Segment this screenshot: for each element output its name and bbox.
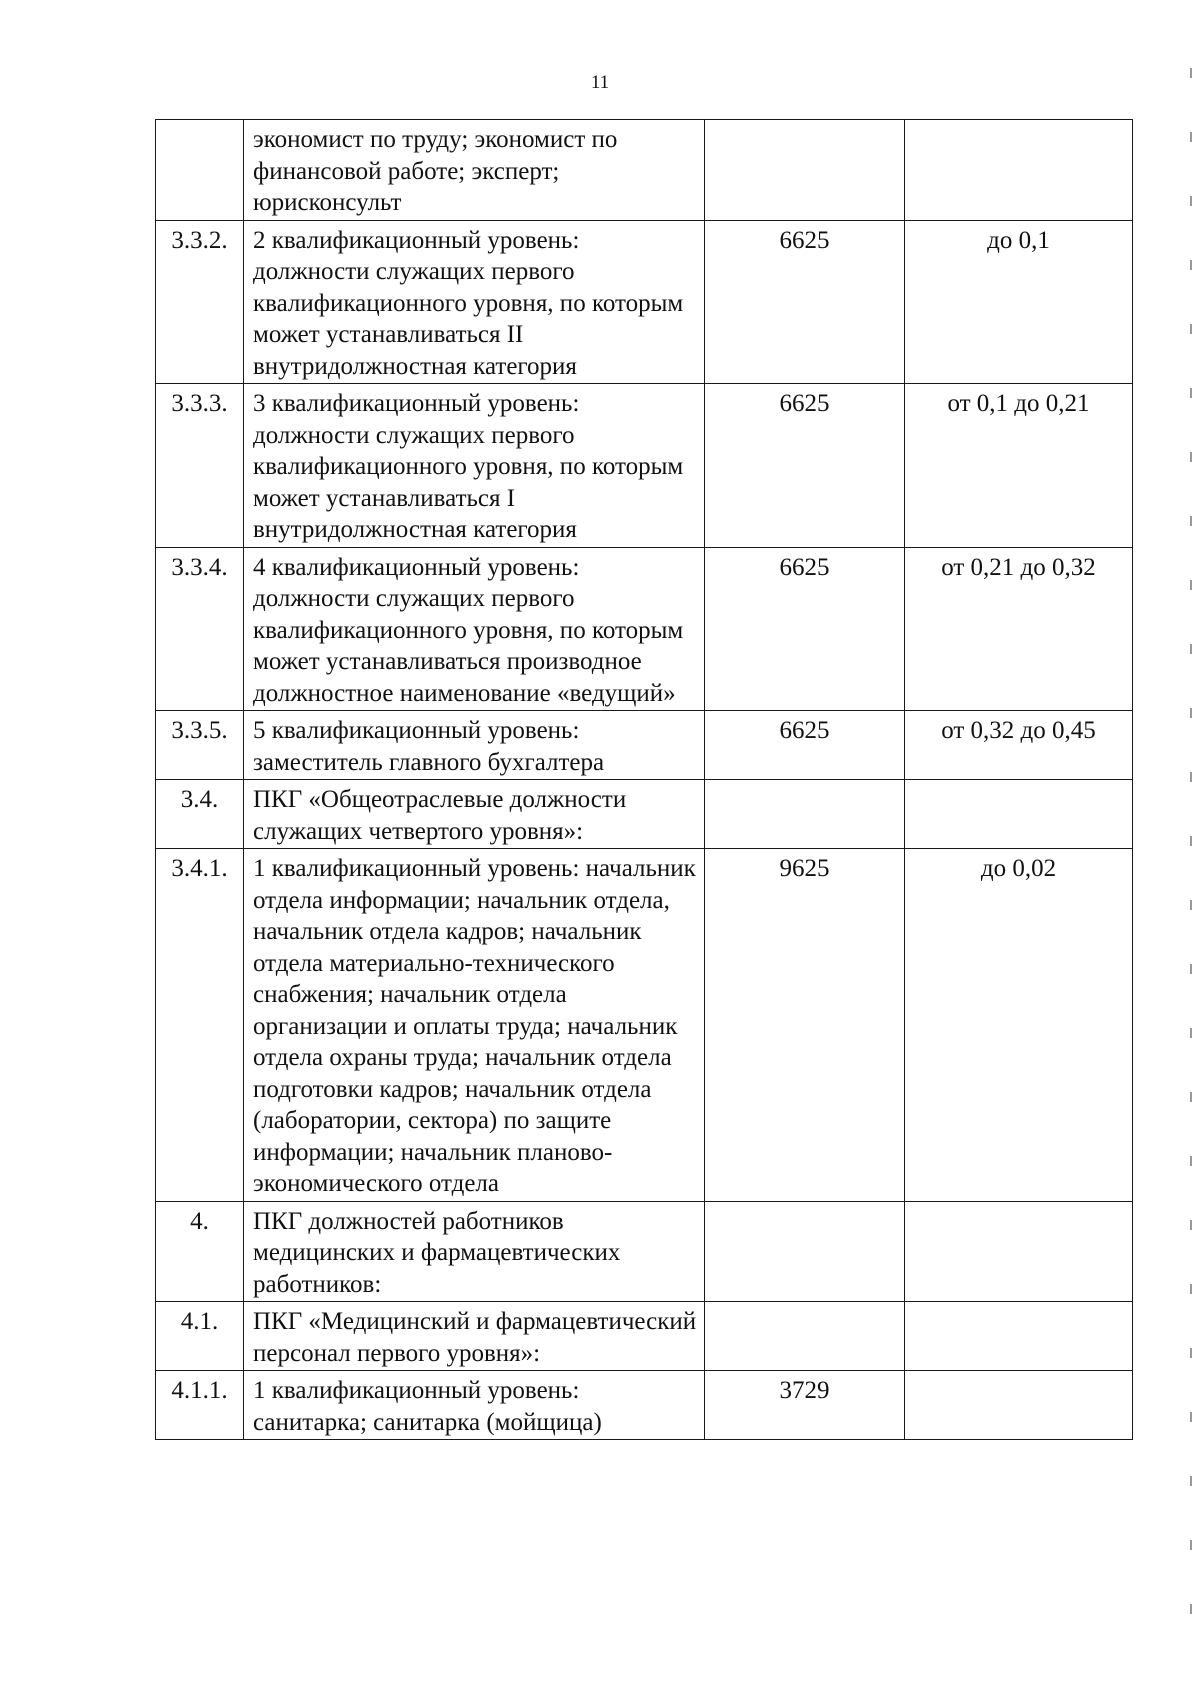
base-salary-cell: 6625 xyxy=(705,384,905,548)
coefficient-cell: до 0,1 xyxy=(905,220,1133,384)
page-number: 11 xyxy=(590,72,610,93)
position-description-cell: 1 квалификационный уровень: санитарка; санитарка (мойщица) xyxy=(244,1371,705,1440)
table-row xyxy=(156,1371,1133,1440)
table-row xyxy=(156,220,1133,384)
base-salary-cell: 6625 xyxy=(705,547,905,711)
table-row xyxy=(156,384,1133,548)
coefficient-cell xyxy=(905,780,1133,849)
row-number-cell: 4.1.1. xyxy=(156,1371,244,1440)
position-description-cell: 1 квалификационный уровень: начальник отдела информации; начальник отдела, начальник отдела кадров; начальник отдела материально-технического снабжения; начальник отдела организации и оплаты труда; начальник отдела охраны труда; начальник отдела подготовки кадров; начальник отдела (лаборатории, сектора) по защите информации; начальник планово-экономического отдела xyxy=(244,849,705,1202)
table-row xyxy=(156,1302,1133,1371)
row-number-cell: 3.3.5. xyxy=(156,711,244,780)
table-row xyxy=(156,120,1133,221)
row-number-cell: 3.3.3. xyxy=(156,384,244,548)
base-salary-cell: 3729 xyxy=(705,1371,905,1440)
position-description-cell: 4 квалификационный уровень: должности служащих первого квалификационного уровня, по которым может устанавливаться производное должностное наименование «ведущий» xyxy=(244,547,705,711)
base-salary-cell xyxy=(705,1201,905,1302)
table-row xyxy=(156,547,1133,711)
position-description-cell: 5 квалификационный уровень: заместитель главного бухгалтера xyxy=(244,711,705,780)
table-row xyxy=(156,711,1133,780)
position-description-cell: экономист по труду; экономист по финансовой работе; эксперт; юрисконсульт xyxy=(244,120,705,221)
coefficient-cell: от 0,21 до 0,32 xyxy=(905,547,1133,711)
position-description-cell: ПКГ «Медицинский и фармацевтический персонал первого уровня»: xyxy=(244,1302,705,1371)
base-salary-cell xyxy=(705,120,905,221)
position-description-cell: 3 квалификационный уровень: должности служащих первого квалификационного уровня, по которым может устанавливаться I внутридолжностная категория xyxy=(244,384,705,548)
row-number-cell: 4.1. xyxy=(156,1302,244,1371)
coefficient-cell: до 0,02 xyxy=(905,849,1133,1202)
base-salary-cell: 6625 xyxy=(705,711,905,780)
row-number-cell xyxy=(156,120,244,221)
table-row xyxy=(156,1201,1133,1302)
row-number-cell: 3.3.2. xyxy=(156,220,244,384)
position-description-cell: 2 квалификационный уровень: должности служащих первого квалификационного уровня, по которым может устанавливаться II внутридолжностная категория xyxy=(244,220,705,384)
coefficient-cell: от 0,1 до 0,21 xyxy=(905,384,1133,548)
base-salary-cell xyxy=(705,1302,905,1371)
coefficient-cell xyxy=(905,1302,1133,1371)
coefficient-cell xyxy=(905,120,1133,221)
table-row xyxy=(156,849,1133,1202)
base-salary-cell: 6625 xyxy=(705,220,905,384)
row-number-cell: 4. xyxy=(156,1201,244,1302)
base-salary-cell xyxy=(705,780,905,849)
table-row xyxy=(156,780,1133,849)
row-number-cell: 3.4.1. xyxy=(156,849,244,1202)
scan-edge-marks xyxy=(1186,60,1196,1620)
position-description-cell: ПКГ «Общеотраслевые должности служащих четвертого уровня»: xyxy=(244,780,705,849)
salary-table xyxy=(155,119,1133,1440)
coefficient-cell: от 0,32 до 0,45 xyxy=(905,711,1133,780)
coefficient-cell xyxy=(905,1371,1133,1440)
position-description-cell: ПКГ должностей работников медицинских и фармацевтических работников: xyxy=(244,1201,705,1302)
coefficient-cell xyxy=(905,1201,1133,1302)
base-salary-cell: 9625 xyxy=(705,849,905,1202)
row-number-cell: 3.4. xyxy=(156,780,244,849)
row-number-cell: 3.3.4. xyxy=(156,547,244,711)
